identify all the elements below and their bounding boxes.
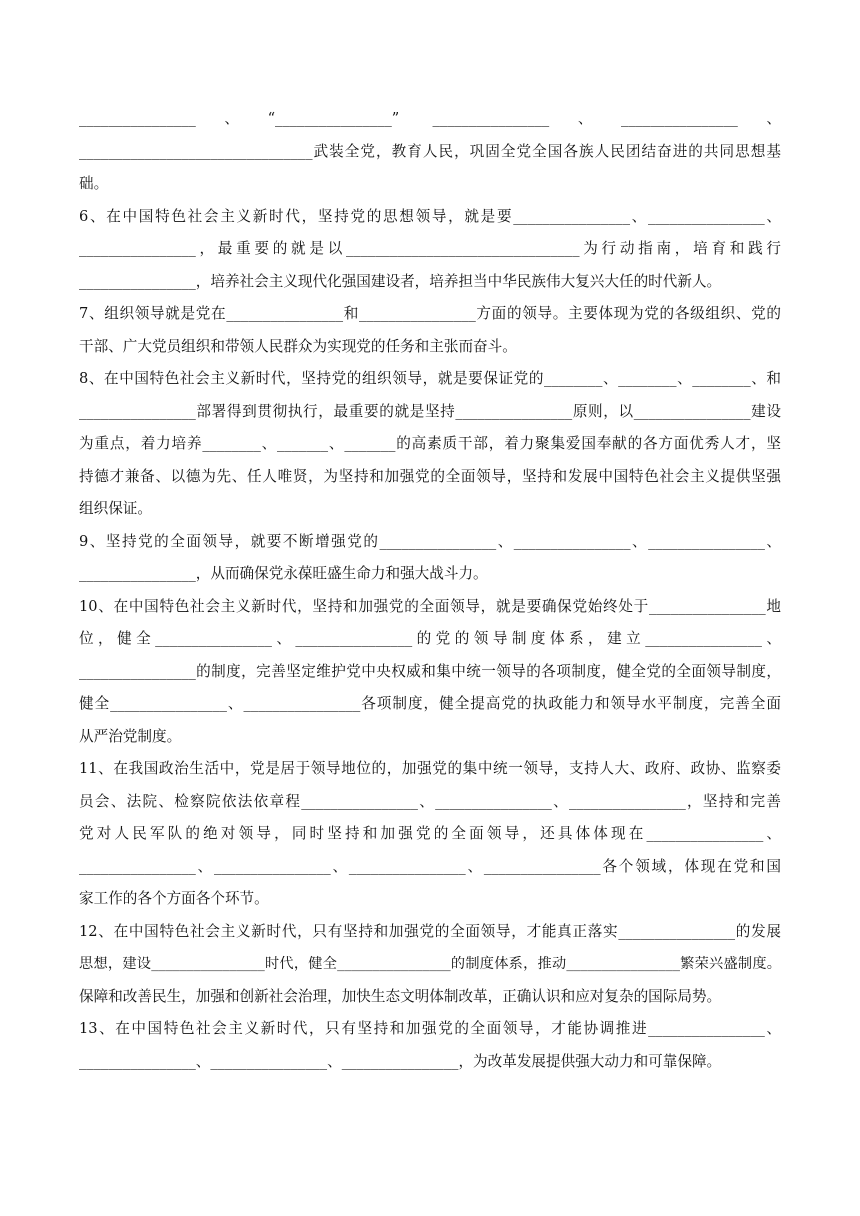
text-line: ________________________________武装全党，教育人民，巩固全党全国各族人民团结奋进的共同思想基: [79, 142, 781, 160]
text-line: ________________，最重要的就是以________________________________为行动指南，培育和践行: [79, 240, 781, 257]
text-line: ________________，从而确保党永葆旺盛生命力和强大战斗力。: [79, 565, 488, 582]
document-body: [79, 103, 781, 1078]
text-line: 从严治党制度。: [79, 727, 182, 745]
question-7: 7、组织领导就是党在________________和________________方面的领导。主要体现为党的各级组织、党的: [79, 305, 781, 322]
question-11: 11、在我国政治生活中，党是居于领导地位的，加强党的集中统一领导，支持人大、政府、政协、监察委: [79, 760, 781, 777]
question-10: 10、在中国特色社会主义新时代，坚持和加强党的全面领导，就是要确保党始终处于________________地: [79, 597, 781, 615]
text-line: ________________、________________、________________、________________各个领域，体现在党和国: [79, 857, 781, 875]
text-line: 员会、法院、检察院依法依章程________________、________________、________________，坚持和完善: [79, 792, 781, 810]
text-line: 干部、广大党员组织和带领人民群众为实现党的任务和主张而奋斗。: [79, 337, 517, 355]
text-line: ________________的制度，完善坚定维护党中央权威和集中统一领导的各项制度，健全党的全面领导制度，: [79, 662, 781, 680]
text-line: 础。: [79, 175, 109, 192]
question-12: 12、在中国特色社会主义新时代，只有坚持和加强党的全面领导，才能真正落实________________的发展: [79, 922, 781, 940]
text-line: 健全________________、________________各项制度，健全提高党的执政能力和领导水平制度，完善全面: [79, 695, 781, 712]
text-line: 家工作的各个方面各个环节。: [79, 890, 269, 907]
text-line: ________________、“________________” ________________、________________、: [79, 110, 781, 127]
text-line: 组织保证。: [79, 500, 152, 517]
text-line: 保障和改善民生，加强和创新社会治理，加快生态文明体制改革，正确认识和应对复杂的国际局势。: [79, 987, 722, 1005]
question-8: 8、在中国特色社会主义新时代，坚持党的组织领导，就是要保证党的________、________、________、和: [79, 370, 781, 387]
text-line: ________________部署得到贯彻执行，最重要的就是坚持________________原则，以________________建设: [79, 402, 781, 420]
text-line: ________________、________________、________________，为改革发展提供强大动力和可靠保障。: [79, 1052, 722, 1070]
text-line: 持德才兼备、以德为先、任人唯贤，为坚持和加强党的全面领导，坚持和发展中国特色社会主义提供坚强: [79, 467, 781, 485]
question-6: 6、在中国特色社会主义新时代，坚持党的思想领导，就是要________________、________________、: [79, 207, 781, 225]
text-line: 为重点，着力培养________、_______、_______的高素质干部，着力聚集爱国奉献的各方面优秀人才，坚: [79, 435, 781, 452]
question-13: 13、在中国特色社会主义新时代，只有坚持和加强党的全面领导，才能协调推进________________、: [79, 1020, 781, 1037]
text-line: 党对人民军队的绝对领导，同时坚持和加强党的全面领导，还具体体现在________________、: [79, 825, 781, 842]
text-line: ________________，培养社会主义现代化强国建设者，培养担当中华民族伟大复兴大任的时代新人。: [79, 272, 722, 290]
question-9: 9、坚持党的全面领导，就要不断增强党的________________、________________、________________、: [79, 532, 781, 550]
text-line: 思想，建设________________时代，健全________________的制度体系，推动________________繁荣兴盛制度。: [79, 956, 781, 972]
text-line: 位，健全________________、________________的党的领导制度体系，建立________________、: [79, 630, 781, 647]
